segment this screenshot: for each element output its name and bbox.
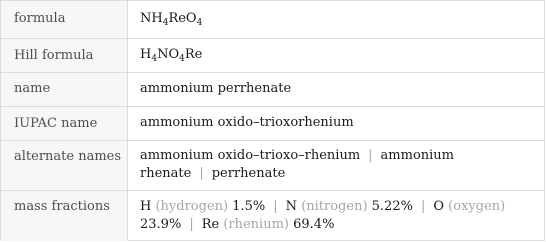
mass-fraction-H (140, 199, 265, 214)
formula-part: Re (184, 47, 203, 62)
formula-part: NO (157, 47, 180, 62)
element-percent: 5.22% (371, 199, 413, 214)
mass-fraction-O (433, 199, 505, 214)
alternate-names-line-2 (140, 165, 285, 183)
separator: | (368, 148, 373, 163)
element-name: (oxygen) (448, 199, 506, 214)
separator: | (199, 166, 204, 181)
formula-subscript: 4 (179, 54, 185, 64)
formula-part: H (140, 47, 152, 62)
formula-subscript: 4 (162, 18, 169, 28)
mass-fractions-line-1 (140, 198, 505, 216)
label-cell (1, 39, 128, 72)
element-percent: 23.9% (140, 217, 182, 232)
separator: | (189, 217, 194, 232)
element-percent: 1.5% (232, 199, 266, 214)
element-symbol: O (433, 199, 445, 214)
element-percent: 69.4% (293, 217, 335, 232)
row-label: mass fractions (14, 199, 110, 214)
row-label: alternate names (14, 149, 122, 164)
row-alternate-names (1, 140, 544, 190)
element-symbol: Re (201, 217, 220, 232)
alternate-name: perrhenate (211, 166, 286, 181)
mass-fraction-Re (202, 217, 335, 232)
formula-part: ReO (168, 11, 197, 26)
alternate-name-part: rhenate (140, 166, 192, 181)
element-name: (hydrogen) (155, 199, 229, 214)
formula-value (140, 10, 202, 28)
row-label: name (14, 81, 51, 96)
name-value: ammonium perrhenate (140, 81, 292, 96)
element-name: (nitrogen) (301, 199, 368, 214)
formula-subscript: 4 (151, 54, 158, 64)
row-iupac-name (1, 106, 544, 140)
label-cell (1, 73, 128, 106)
formula-part: NH (140, 11, 163, 26)
alternate-name: ammonium oxido–trioxo–rhenium (140, 148, 361, 163)
row-formula (1, 1, 544, 38)
row-label: IUPAC name (14, 116, 98, 131)
separator: | (420, 199, 426, 214)
label-cell (1, 1, 128, 38)
label-cell (1, 191, 128, 241)
alternate-names-line-1 (140, 147, 454, 165)
element-symbol: N (285, 199, 298, 214)
row-name (1, 72, 544, 106)
row-hill-formula (1, 38, 544, 72)
label-cell (1, 107, 128, 140)
separator: | (273, 199, 278, 214)
formula-subscript: 4 (196, 18, 203, 28)
row-mass-fractions (1, 190, 544, 241)
row-label: formula (14, 11, 66, 26)
mass-fraction-N (286, 199, 413, 214)
hill-formula-value (140, 46, 202, 64)
element-name: (rhenium) (223, 217, 289, 232)
element-symbol: H (140, 199, 152, 214)
iupac-name-value: ammonium oxido–trioxorhenium (140, 115, 354, 130)
alternate-name-part: ammonium (380, 148, 455, 163)
mass-fractions-line-2 (140, 216, 334, 234)
row-label: Hill formula (14, 48, 94, 63)
label-cell (1, 141, 128, 190)
